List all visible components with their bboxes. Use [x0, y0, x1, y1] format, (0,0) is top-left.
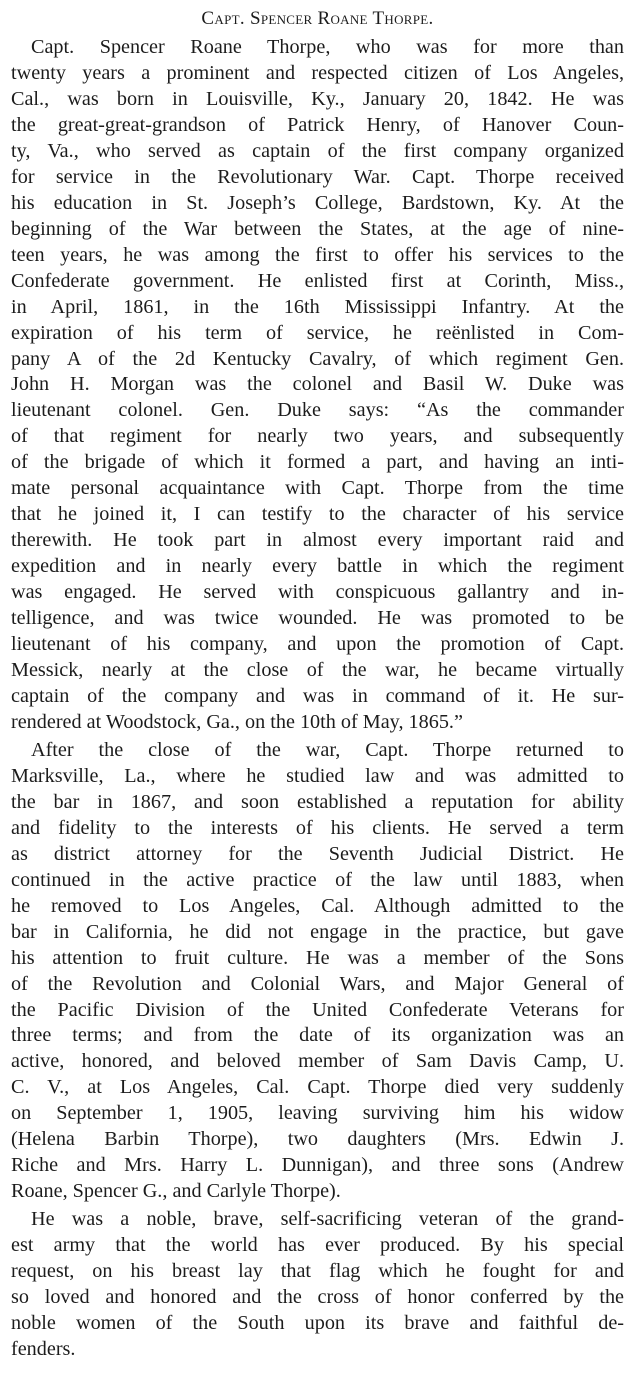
paragraph-line: the great-great-grandson of Patrick Henry, of Hanover Coun- — [11, 113, 624, 136]
paragraph-line: beginning of the War between the States, at the age of nine- — [11, 217, 624, 240]
paragraph-line: Confederate government. He enlisted first at Corinth, Miss., — [11, 269, 624, 292]
paragraph-line: his attention to fruit culture. He was a member of the Sons — [11, 946, 624, 969]
paragraph-line: of that regiment for nearly two years, and subsequently — [11, 425, 624, 448]
paragraph-line: Riche and Mrs. Harry L. Dunnigan), and three sons (Andrew — [11, 1154, 624, 1177]
paragraph-line: was engaged. He served with conspicuous gallantry and in- — [11, 581, 624, 604]
paragraph-line: mate personal acquaintance with Capt. Thorpe from the time — [11, 477, 624, 500]
paragraph-line: that he joined it, I can testify to the character of his service — [11, 503, 624, 526]
paragraph-line: Marksville, La., where he studied law and was admitted to — [11, 764, 624, 787]
paragraph-line: ty, Va., who served as captain of the first company organized — [11, 139, 624, 162]
paragraph-line: active, honored, and beloved member of Sam Davis Camp, U. — [11, 1050, 624, 1073]
paragraph-line: Cal., was born in Louisville, Ky., January 20, 1842. He was — [11, 87, 624, 110]
paragraph-line: pany A of the 2d Kentucky Cavalry, of which regiment Gen. — [11, 347, 624, 370]
paragraph-line: of the Revolution and Colonial Wars, and Major General of — [11, 972, 624, 995]
page-title: Capt. Spencer Roane Thorpe. — [201, 8, 434, 29]
paragraph-line: Messick, nearly at the close of the war, he became virtually — [11, 659, 624, 682]
paragraph-line: noble women of the South upon its brave and faithful de- — [11, 1312, 624, 1335]
paragraph-line: C. V., at Los Angeles, Cal. Capt. Thorpe died very suddenly — [11, 1076, 624, 1099]
paragraph-line: Capt. Spencer Roane Thorpe, who was for more than — [31, 36, 624, 58]
paragraph-line: Roane, Spencer G., and Carlyle Thorpe). — [11, 1180, 341, 1203]
paragraph-line: bar in California, he did not engage in the practice, but gave — [11, 920, 624, 943]
paragraph-line: for service in the Revolutionary War. Capt. Thorpe received — [11, 165, 624, 188]
paragraph-line: so loved and honored and the cross of honor conferred by the — [11, 1286, 624, 1309]
paragraph-line: (Helena Barbin Thorpe), two daughters (Mrs. Edwin J. — [11, 1128, 624, 1151]
paragraph-line: and fidelity to the interests of his clients. He served a term — [11, 816, 624, 839]
paragraph-line: fenders. — [11, 1338, 76, 1360]
paragraph-line: request, on his breast lay that flag which he fought for and — [11, 1260, 624, 1283]
paragraph-line: lieutenant colonel. Gen. Duke says: “As the commander — [11, 399, 624, 422]
paragraph-line: John H. Morgan was the colonel and Basil W. Duke was — [11, 373, 624, 396]
paragraph-line: his education in St. Joseph’s College, Bardstown, Ky. At the — [11, 191, 624, 214]
paragraph-line: the Pacific Division of the United Confederate Veterans for — [11, 998, 624, 1021]
paragraph-line: continued in the active practice of the law until 1883, when — [11, 868, 624, 891]
paragraph-line: he removed to Los Angeles, Cal. Although admitted to the — [11, 894, 624, 917]
paragraph-line: in April, 1861, in the 16th Mississippi Infantry. At the — [11, 295, 624, 318]
paragraph-line: lieutenant of his company, and upon the promotion of Capt. — [11, 633, 624, 656]
paragraph-line: as district attorney for the Seventh Judicial District. He — [11, 842, 624, 865]
paragraph-line: est army that the world has ever produced. By his special — [11, 1234, 624, 1257]
paragraph-line: therewith. He took part in almost every important raid and — [11, 529, 624, 552]
paragraph-line: the bar in 1867, and soon established a reputation for ability — [11, 790, 624, 813]
paragraph-line: telligence, and was twice wounded. He was promoted to be — [11, 607, 624, 630]
paragraph-line: twenty years a prominent and respected citizen of Los Angeles, — [11, 61, 624, 84]
paragraph-line: teen years, he was among the first to offer his services to the — [11, 243, 624, 266]
paragraph-line: expiration of his term of service, he reënlisted in Com- — [11, 321, 624, 344]
paragraph-line: on September 1, 1905, leaving surviving him his widow — [11, 1102, 624, 1125]
paragraph-line: expedition and in nearly every battle in which the regiment — [11, 555, 624, 578]
paragraph-line: rendered at Woodstock, Ga., on the 10th of May, 1865.” — [11, 710, 463, 733]
paragraph-line: He was a noble, brave, self-sacrificing veteran of the grand- — [31, 1208, 624, 1231]
paragraph-line: of the brigade of which it formed a part, and having an inti- — [11, 451, 624, 474]
paragraph-line: After the close of the war, Capt. Thorpe returned to — [31, 738, 624, 761]
paragraph-line: three terms; and from the date of its organization was an — [11, 1024, 624, 1047]
paragraph-line: captain of the company and was in command of it. He sur- — [11, 685, 624, 707]
